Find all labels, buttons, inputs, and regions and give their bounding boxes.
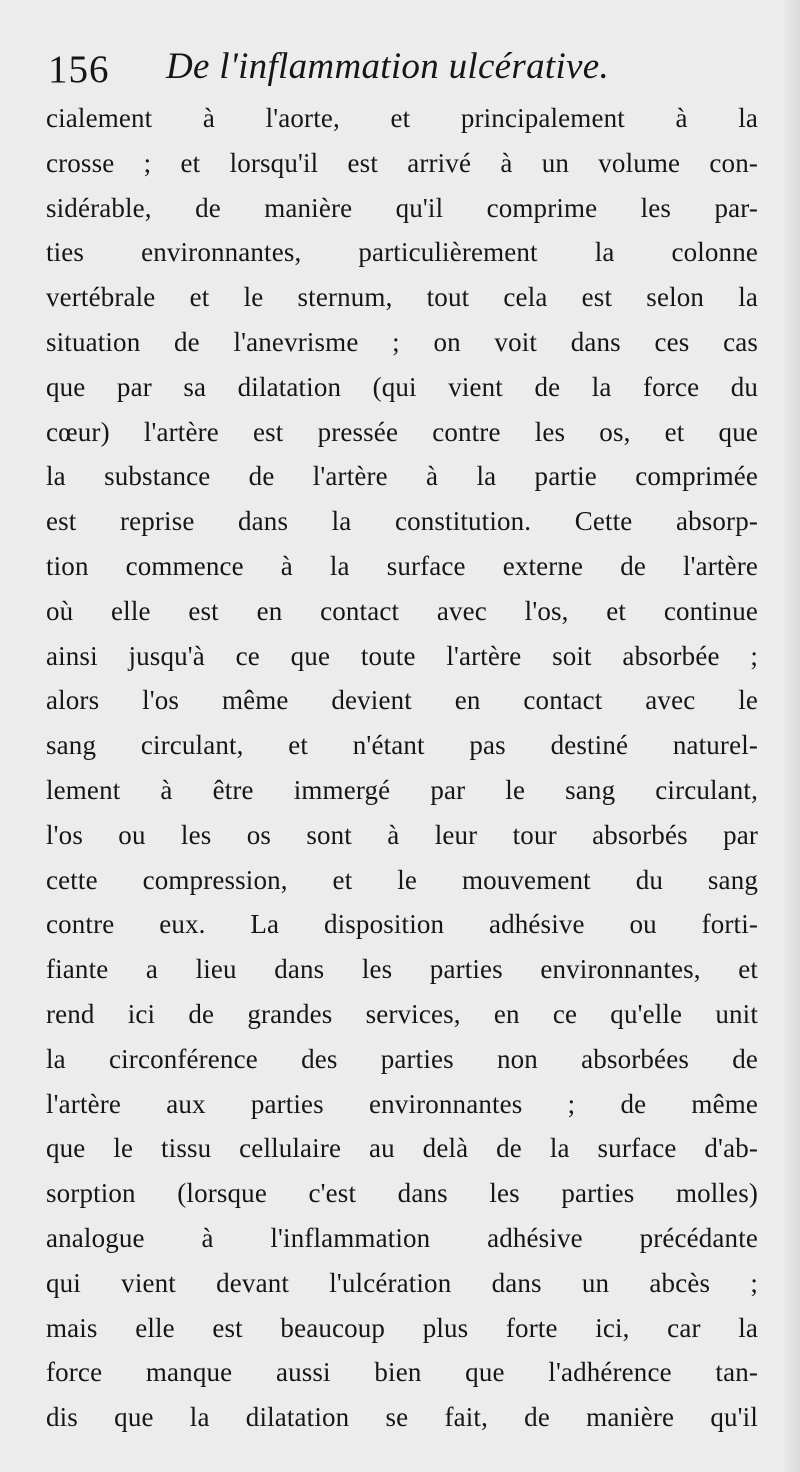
text-line: où elle est en contact avec l'os, et continue [46,595,758,626]
text-line: sang circulant, et n'étant pas destiné naturel- [46,730,758,761]
text-line: l'artère aux parties environnantes ; de même [46,1088,758,1119]
text-line: contre eux. La disposition adhésive ou forti- [46,909,758,940]
text-line: fiante a lieu dans les parties environnantes, et [46,954,758,985]
text-line: que par sa dilatation (qui vient de la force du [46,371,758,402]
text-line: qui vient devant l'ulcération dans un abcès ; [46,1267,758,1298]
page-number: 156 [48,48,110,91]
text-line: cette compression, et le mouvement du sang [46,864,758,895]
text-line: cialement à l'aorte, et principalement à la [46,103,758,133]
text-line: cœur) l'artère est pressée contre les os, et que [46,416,758,447]
text-line: l'os ou les os sont à leur tour absorbés par [46,819,758,850]
running-title: De l'inflammation ulcérative. [166,46,610,87]
text-line: la circonférence des parties non absorbées de [46,1043,758,1074]
text-line: dis que la dilatation se fait, de manière qu'il [46,1402,758,1433]
text-line: alors l'os même devient en contact avec le [46,685,758,716]
text-line: la substance de l'artère à la partie comprimée [46,461,758,492]
text-line: vertébrale et le sternum, tout cela est selon la [46,282,758,313]
text-line: sorption (lorsque c'est dans les parties molles) [46,1178,758,1209]
text-line: ties environnantes, particulièrement la colonne [46,237,758,268]
text-line: crosse ; et lorsqu'il est arrivé à un volume con- [46,147,758,178]
page-header [46,34,762,96]
text-line: mais elle est beaucoup plus forte ici, car la [46,1312,758,1343]
page-edge-shadow [782,0,800,1472]
text-line: sidérable, de manière qu'il comprime les par- [46,192,758,223]
text-line: rend ici de grandes services, en ce qu'elle unit [46,998,758,1029]
text-line: lement à être immergé par le sang circulant, [46,774,758,805]
text-line: analogue à l'inflammation adhésive précédante [46,1222,758,1253]
text-line: que le tissu cellulaire au delà de la surface d'ab- [46,1133,758,1164]
text-line: situation de l'anevrisme ; on voit dans ces cas [46,326,758,357]
body-text [46,96,758,1440]
text-line: force manque aussi bien que l'adhérence tan- [46,1357,758,1388]
text-line: est reprise dans la constitution. Cette absorp- [46,506,758,537]
text-line: tion commence à la surface externe de l'artère [46,550,758,581]
text-line: ainsi jusqu'à ce que toute l'artère soit absorbée ; [46,640,758,671]
